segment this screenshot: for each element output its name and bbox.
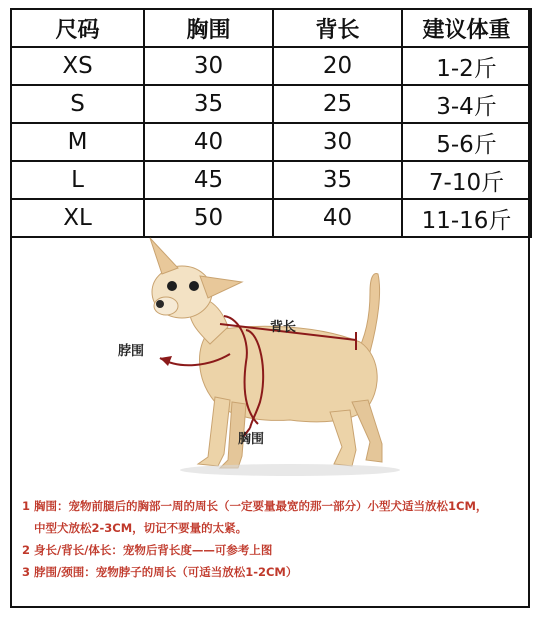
- table-row: [11, 85, 531, 123]
- measurement-notes: [22, 495, 522, 583]
- table-row: [11, 123, 531, 161]
- header-weight: 建议体重: [402, 9, 531, 47]
- cell-back: 35: [273, 161, 402, 199]
- dog-measurement-figure: [120, 232, 440, 487]
- note-chest: 1 胸围：宠物前腿后的胸部一周的周长（一定要量最宽的那一部分）小型犬适当放松1CM，: [22, 499, 488, 513]
- cell-chest: 30: [144, 47, 273, 85]
- cell-back: 25: [273, 85, 402, 123]
- header-back-length: 背长: [273, 9, 402, 47]
- cell-chest: 35: [144, 85, 273, 123]
- note-neck: 3 脖围/颈围：宠物脖子的周长（可适当放松1-2CM）: [22, 565, 298, 579]
- dog-illustration: [120, 232, 440, 487]
- cell-chest: 45: [144, 161, 273, 199]
- cell-chest: 40: [144, 123, 273, 161]
- cell-size: XS: [11, 47, 144, 85]
- cell-size: S: [11, 85, 144, 123]
- chest-label: 胸围: [238, 432, 265, 447]
- table-row: [11, 161, 531, 199]
- size-chart-table: [10, 8, 532, 238]
- table-header-row: [11, 9, 531, 47]
- cell-size: XL: [11, 199, 144, 237]
- cell-size: M: [11, 123, 144, 161]
- table-row: [11, 47, 531, 85]
- neck-label: 脖围: [118, 344, 145, 359]
- cell-chest: 50: [144, 199, 273, 237]
- cell-weight: 5-6斤: [402, 123, 531, 161]
- cell-size: L: [11, 161, 144, 199]
- header-chest: 胸围: [144, 9, 273, 47]
- cell-weight: 7-10斤: [402, 161, 531, 199]
- note-chest-continued: 中型犬放松2-3CM，切记不要量的太紧。: [34, 521, 248, 535]
- cell-back: 30: [273, 123, 402, 161]
- cell-back: 20: [273, 47, 402, 85]
- cell-weight: 1-2斤: [402, 47, 531, 85]
- cell-weight: 11-16斤: [402, 199, 531, 237]
- header-size: 尺码: [11, 9, 144, 47]
- cell-back: 40: [273, 199, 402, 237]
- back-length-label: 背长: [270, 320, 297, 335]
- cell-weight: 3-4斤: [402, 85, 531, 123]
- note-back-length: 2 身长/背长/体长：宠物后背长度——可参考上图: [22, 543, 273, 557]
